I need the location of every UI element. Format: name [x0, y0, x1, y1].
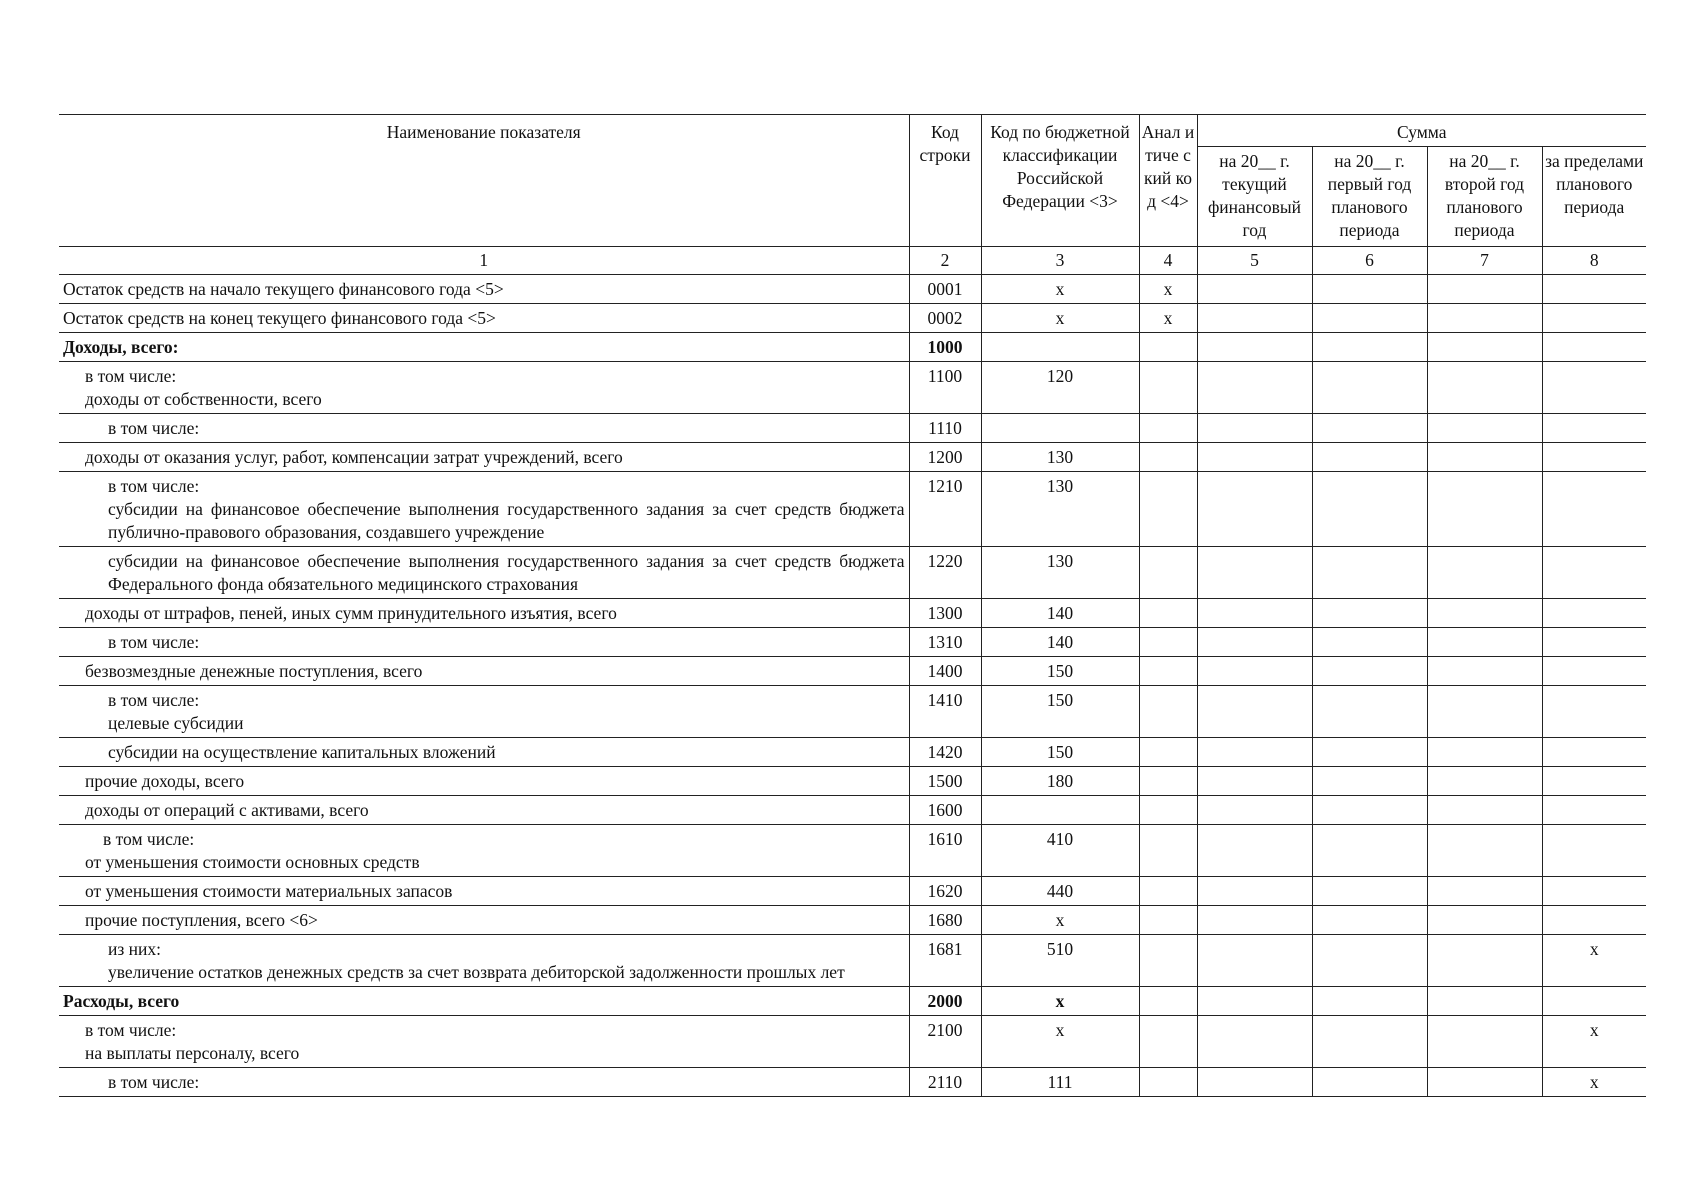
- sum-cell: [1197, 686, 1312, 738]
- sum-cell: [1197, 547, 1312, 599]
- sum-cell: [1312, 906, 1427, 935]
- analytic-code: [1139, 825, 1197, 877]
- row-code: 1110: [909, 414, 981, 443]
- analytic-code: [1139, 628, 1197, 657]
- sum-cell: [1197, 987, 1312, 1016]
- table-row: [59, 304, 1646, 333]
- indicator-name: [59, 987, 909, 1016]
- table-row: [59, 738, 1646, 767]
- row-code: 2000: [909, 987, 981, 1016]
- indicator-name: [59, 1068, 909, 1097]
- budget-classification-code: 140: [981, 628, 1139, 657]
- indicator-name: [59, 686, 909, 738]
- row-code: 1210: [909, 472, 981, 547]
- sum-beyond-plan-cell: [1542, 472, 1646, 547]
- budget-classification-code: x: [981, 304, 1139, 333]
- sum-cell: [1312, 738, 1427, 767]
- sum-cell: [1197, 935, 1312, 987]
- column-number: 8: [1542, 247, 1646, 275]
- header-second-plan-year: на 20__ г. второй год планового периода: [1427, 147, 1542, 247]
- sum-cell: [1197, 628, 1312, 657]
- row-code: 1410: [909, 686, 981, 738]
- column-number: 1: [59, 247, 909, 275]
- sum-cell: [1427, 935, 1542, 987]
- sum-beyond-plan-cell: [1542, 825, 1646, 877]
- sum-cell: [1197, 472, 1312, 547]
- sum-cell: [1312, 362, 1427, 414]
- table-row: [59, 472, 1646, 547]
- sum-cell: [1312, 333, 1427, 362]
- sum-cell: [1197, 275, 1312, 304]
- sum-cell: [1197, 1016, 1312, 1068]
- sum-beyond-plan-cell: [1542, 362, 1646, 414]
- sum-cell: [1312, 686, 1427, 738]
- budget-classification-code: [981, 333, 1139, 362]
- table-row: [59, 877, 1646, 906]
- sum-beyond-plan-cell: x: [1542, 935, 1646, 987]
- sum-cell: [1427, 1016, 1542, 1068]
- analytic-code: [1139, 935, 1197, 987]
- row-code: 0002: [909, 304, 981, 333]
- table-row: [59, 362, 1646, 414]
- indicator-name: [59, 362, 909, 414]
- sum-cell: [1197, 362, 1312, 414]
- sum-cell: [1427, 304, 1542, 333]
- indicator-name: [59, 333, 909, 362]
- sum-cell: [1427, 414, 1542, 443]
- indicator-name: [59, 443, 909, 472]
- sum-cell: [1427, 599, 1542, 628]
- budget-classification-code: 410: [981, 825, 1139, 877]
- table-row: [59, 333, 1646, 362]
- analytic-code: [1139, 877, 1197, 906]
- sum-cell: [1197, 333, 1312, 362]
- indicator-name: [59, 738, 909, 767]
- row-code: 1620: [909, 877, 981, 906]
- budget-classification-code: 120: [981, 362, 1139, 414]
- header-current-year: на 20__ г. текущий финансовый год: [1197, 147, 1312, 247]
- sum-cell: [1197, 1068, 1312, 1097]
- header-sum: Сумма: [1197, 115, 1646, 147]
- header-analytic-code: Анал итиче ский код <4>: [1139, 115, 1197, 247]
- indicator-name-line: доходы от операций с активами, всего: [85, 800, 369, 820]
- indicator-name-line: прочие доходы, всего: [85, 771, 245, 791]
- indicator-name-line: доходы от оказания услуг, работ, компенсации затрат учреждений, всего: [85, 447, 623, 467]
- indicator-name: [59, 275, 909, 304]
- header-row-1: [59, 115, 1646, 147]
- indicator-name: [59, 906, 909, 935]
- budget-classification-code: 440: [981, 877, 1139, 906]
- budget-classification-code: 150: [981, 657, 1139, 686]
- sum-cell: [1197, 877, 1312, 906]
- column-number: 4: [1139, 247, 1197, 275]
- table-row: [59, 767, 1646, 796]
- sum-beyond-plan-cell: [1542, 599, 1646, 628]
- sum-cell: [1427, 738, 1542, 767]
- sum-cell: [1427, 275, 1542, 304]
- sum-cell: [1312, 796, 1427, 825]
- sum-cell: [1312, 935, 1427, 987]
- column-numbers-row: [59, 247, 1646, 275]
- indicator-name-line: в том числе:: [85, 366, 177, 386]
- indicator-name: [59, 628, 909, 657]
- analytic-code: [1139, 686, 1197, 738]
- sum-cell: [1427, 767, 1542, 796]
- table-row: [59, 1016, 1646, 1068]
- table-row: [59, 987, 1646, 1016]
- sum-cell: [1427, 686, 1542, 738]
- row-code: 1400: [909, 657, 981, 686]
- indicator-name-line: субсидии на финансовое обеспечение выполнения государственного задания за счет средств бюджета публично-правового образования, создавшего учреждение: [108, 499, 905, 542]
- analytic-code: [1139, 414, 1197, 443]
- table-row: [59, 906, 1646, 935]
- budget-classification-code: 130: [981, 443, 1139, 472]
- sum-cell: [1312, 825, 1427, 877]
- indicator-name-line: в том числе:: [108, 690, 200, 710]
- indicator-name-line: доходы от собственности, всего: [85, 389, 322, 409]
- row-code: 1100: [909, 362, 981, 414]
- indicator-name-line: от уменьшения стоимости материальных запасов: [85, 881, 453, 901]
- table-row: [59, 1068, 1646, 1097]
- header-row-code: Код строки: [909, 115, 981, 247]
- sum-beyond-plan-cell: [1542, 547, 1646, 599]
- budget-classification-code: 150: [981, 738, 1139, 767]
- budget-classification-code: 180: [981, 767, 1139, 796]
- table-row: [59, 599, 1646, 628]
- analytic-code: [1139, 987, 1197, 1016]
- indicator-name: [59, 657, 909, 686]
- sum-cell: [1197, 443, 1312, 472]
- sum-cell: [1312, 547, 1427, 599]
- budget-classification-code: 130: [981, 472, 1139, 547]
- row-code: 1310: [909, 628, 981, 657]
- sum-beyond-plan-cell: [1542, 443, 1646, 472]
- row-code: 2110: [909, 1068, 981, 1097]
- row-code: 1200: [909, 443, 981, 472]
- indicator-name: [59, 472, 909, 547]
- indicator-name: [59, 935, 909, 987]
- budget-form-document: [59, 114, 1646, 1097]
- indicator-name-line: в том числе:: [108, 632, 200, 652]
- analytic-code: [1139, 906, 1197, 935]
- analytic-code: [1139, 599, 1197, 628]
- column-number: 2: [909, 247, 981, 275]
- budget-classification-code: x: [981, 987, 1139, 1016]
- analytic-code: x: [1139, 275, 1197, 304]
- indicator-name-line: Остаток средств на начало текущего финансового года <5>: [63, 279, 504, 299]
- budget-classification-code: 510: [981, 935, 1139, 987]
- budget-table: [59, 114, 1646, 1097]
- analytic-code: [1139, 472, 1197, 547]
- sum-cell: [1427, 796, 1542, 825]
- row-code: 1220: [909, 547, 981, 599]
- sum-cell: [1197, 767, 1312, 796]
- table-row: [59, 935, 1646, 987]
- analytic-code: [1139, 796, 1197, 825]
- indicator-name: [59, 547, 909, 599]
- table-row: [59, 628, 1646, 657]
- indicator-name: [59, 877, 909, 906]
- indicator-name-line: субсидии на финансовое обеспечение выполнения государственного задания за счет средств бюджета Федерального фонда обязательного медицинского страхования: [108, 551, 905, 594]
- table-row: [59, 657, 1646, 686]
- sum-cell: [1197, 304, 1312, 333]
- indicator-name: [59, 1016, 909, 1068]
- sum-cell: [1312, 877, 1427, 906]
- sum-beyond-plan-cell: [1542, 657, 1646, 686]
- sum-beyond-plan-cell: [1542, 275, 1646, 304]
- indicator-name: [59, 825, 909, 877]
- sum-cell: [1197, 825, 1312, 877]
- indicator-name: [59, 767, 909, 796]
- sum-cell: [1197, 599, 1312, 628]
- sum-cell: [1427, 657, 1542, 686]
- analytic-code: [1139, 547, 1197, 599]
- sum-beyond-plan-cell: [1542, 767, 1646, 796]
- indicator-name-line: безвозмездные денежные поступления, всего: [85, 661, 423, 681]
- indicator-name-line: Доходы, всего:: [63, 337, 179, 357]
- sum-cell: [1312, 304, 1427, 333]
- sum-cell: [1427, 547, 1542, 599]
- header-indicator-name: Наименование показателя: [59, 115, 909, 247]
- sum-beyond-plan-cell: [1542, 877, 1646, 906]
- budget-classification-code: 130: [981, 547, 1139, 599]
- row-code: 1680: [909, 906, 981, 935]
- indicator-name-line: Остаток средств на конец текущего финансового года <5>: [63, 308, 496, 328]
- sum-cell: [1427, 472, 1542, 547]
- analytic-code: [1139, 767, 1197, 796]
- budget-classification-code: [981, 796, 1139, 825]
- sum-cell: [1427, 1068, 1542, 1097]
- sum-cell: [1312, 599, 1427, 628]
- indicator-name-line: из них:: [108, 939, 161, 959]
- sum-beyond-plan-cell: [1542, 796, 1646, 825]
- indicator-name-line: в том числе:: [108, 418, 200, 438]
- sum-cell: [1312, 767, 1427, 796]
- analytic-code: [1139, 1016, 1197, 1068]
- table-row: [59, 825, 1646, 877]
- sum-cell: [1312, 1016, 1427, 1068]
- sum-cell: [1197, 906, 1312, 935]
- sum-beyond-plan-cell: [1542, 628, 1646, 657]
- budget-classification-code: x: [981, 275, 1139, 304]
- table-body: [59, 275, 1646, 1097]
- indicator-name-line: целевые субсидии: [108, 713, 244, 733]
- sum-beyond-plan-cell: x: [1542, 1016, 1646, 1068]
- budget-classification-code: 140: [981, 599, 1139, 628]
- analytic-code: [1139, 1068, 1197, 1097]
- row-code: 2100: [909, 1016, 981, 1068]
- row-code: 1600: [909, 796, 981, 825]
- sum-beyond-plan-cell: [1542, 738, 1646, 767]
- indicator-name-line: прочие поступления, всего <6>: [85, 910, 318, 930]
- column-number: 5: [1197, 247, 1312, 275]
- sum-cell: [1197, 738, 1312, 767]
- sum-beyond-plan-cell: [1542, 304, 1646, 333]
- sum-cell: [1427, 628, 1542, 657]
- sum-cell: [1312, 275, 1427, 304]
- sum-beyond-plan-cell: [1542, 414, 1646, 443]
- header-first-plan-year: на 20__ г. первый год планового периода: [1312, 147, 1427, 247]
- table-row: [59, 796, 1646, 825]
- sum-cell: [1312, 987, 1427, 1016]
- table-row: [59, 275, 1646, 304]
- indicator-name-line: Расходы, всего: [63, 991, 180, 1011]
- sum-cell: [1427, 877, 1542, 906]
- table-row: [59, 414, 1646, 443]
- sum-cell: [1427, 906, 1542, 935]
- indicator-name-line: доходы от штрафов, пеней, иных сумм принудительного изъятия, всего: [85, 603, 617, 623]
- indicator-name: [59, 599, 909, 628]
- indicator-name-line: увеличение остатков денежных средств за счет возврата дебиторской задолженности прошлых лет: [108, 962, 845, 982]
- sum-cell: [1427, 333, 1542, 362]
- column-number: 3: [981, 247, 1139, 275]
- sum-cell: [1312, 414, 1427, 443]
- sum-cell: [1197, 657, 1312, 686]
- sum-cell: [1312, 472, 1427, 547]
- sum-beyond-plan-cell: [1542, 333, 1646, 362]
- budget-classification-code: x: [981, 1016, 1139, 1068]
- sum-cell: [1427, 987, 1542, 1016]
- column-number: 7: [1427, 247, 1542, 275]
- row-code: 1000: [909, 333, 981, 362]
- budget-classification-code: x: [981, 906, 1139, 935]
- indicator-name-line: на выплаты персоналу, всего: [85, 1043, 300, 1063]
- row-code: 1420: [909, 738, 981, 767]
- sum-cell: [1427, 362, 1542, 414]
- sum-cell: [1312, 443, 1427, 472]
- indicator-name-line: в том числе:: [108, 476, 200, 496]
- column-number: 6: [1312, 247, 1427, 275]
- table-row: [59, 443, 1646, 472]
- budget-classification-code: 150: [981, 686, 1139, 738]
- row-code: 0001: [909, 275, 981, 304]
- sum-beyond-plan-cell: [1542, 686, 1646, 738]
- indicator-name-line: в том числе:: [85, 1020, 177, 1040]
- row-code: 1500: [909, 767, 981, 796]
- indicator-name-line: субсидии на осуществление капитальных вложений: [108, 742, 496, 762]
- indicator-name: [59, 796, 909, 825]
- indicator-name-line: в том числе:: [103, 829, 195, 849]
- analytic-code: [1139, 443, 1197, 472]
- row-code: 1681: [909, 935, 981, 987]
- analytic-code: [1139, 333, 1197, 362]
- budget-classification-code: [981, 414, 1139, 443]
- table-row: [59, 547, 1646, 599]
- analytic-code: [1139, 738, 1197, 767]
- sum-beyond-plan-cell: x: [1542, 1068, 1646, 1097]
- sum-beyond-plan-cell: [1542, 906, 1646, 935]
- sum-cell: [1312, 1068, 1427, 1097]
- row-code: 1610: [909, 825, 981, 877]
- indicator-name: [59, 304, 909, 333]
- sum-cell: [1197, 414, 1312, 443]
- table-row: [59, 686, 1646, 738]
- header-budget-classification: Код по бюджетной классификации Российской Федерации <3>: [981, 115, 1139, 247]
- sum-cell: [1312, 628, 1427, 657]
- budget-classification-code: 111: [981, 1068, 1139, 1097]
- analytic-code: [1139, 657, 1197, 686]
- indicator-name: [59, 414, 909, 443]
- row-code: 1300: [909, 599, 981, 628]
- header-beyond-plan: за пределами планового периода: [1542, 147, 1646, 247]
- sum-cell: [1197, 796, 1312, 825]
- indicator-name-line: от уменьшения стоимости основных средств: [85, 852, 420, 872]
- analytic-code: x: [1139, 304, 1197, 333]
- sum-beyond-plan-cell: [1542, 987, 1646, 1016]
- analytic-code: [1139, 362, 1197, 414]
- sum-cell: [1427, 443, 1542, 472]
- indicator-name-line: в том числе:: [108, 1072, 200, 1092]
- sum-cell: [1427, 825, 1542, 877]
- sum-cell: [1312, 657, 1427, 686]
